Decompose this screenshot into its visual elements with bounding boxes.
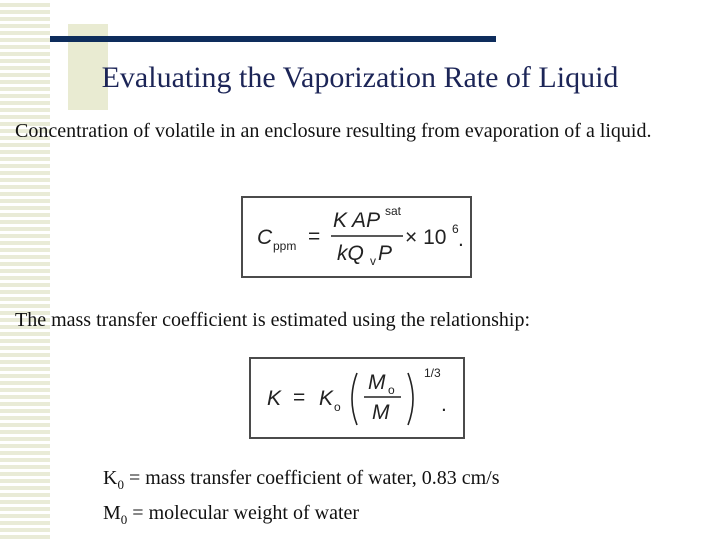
formula2-left-paren (352, 373, 357, 425)
formula2-K0-sub: o (334, 400, 341, 414)
formula1-denominator-sub: v (370, 254, 376, 268)
formula1-exponent: 6 (452, 222, 459, 236)
paragraph-mass-transfer: The mass transfer coefficient is estimated using the relationship: (15, 309, 531, 331)
formula2-exponent: 1/3 (424, 366, 441, 380)
slide-title: Evaluating the Vaporization Rate of Liquid (101, 61, 619, 94)
formula2-denominator: M (372, 401, 390, 424)
formula2-lhs: K (267, 387, 282, 410)
formula-concentration-ppm (241, 196, 472, 278)
formula1-denominator: kQ (337, 242, 364, 265)
definition-M0 (103, 499, 500, 534)
definitions-list (103, 464, 500, 534)
formula2-K0: K (319, 387, 334, 410)
title-underline-bar (50, 36, 496, 42)
definition-M0-symbol: M (103, 502, 121, 524)
formula1-equals: = (308, 225, 321, 248)
definition-K0-sub: 0 (117, 477, 124, 492)
formula1-lhs-sub: ppm (273, 239, 297, 253)
formula-mass-transfer-coefficient (249, 357, 465, 439)
definition-M0-sub: 0 (120, 512, 128, 527)
definition-K0-text: = mass transfer coefficient of water, 0.83 cm/s (123, 467, 500, 489)
formula2-numerator: M (368, 371, 386, 394)
definition-K0-symbol: K (103, 467, 118, 489)
formula2-numerator-sub: o (388, 383, 395, 397)
definition-K0 (103, 464, 500, 499)
formula2-equals: = (293, 386, 306, 409)
formula1-lhs: C (257, 226, 273, 249)
formula1-period: . (458, 228, 464, 251)
definition-M0-text: = molecular weight of water (127, 502, 360, 524)
formula1-numerator: K AP (333, 209, 381, 232)
paragraph-concentration: Concentration of volatile in an enclosure resulting from evaporation of a liquid. (15, 120, 652, 142)
formula1-denominator-end: P (378, 242, 393, 265)
formula2-right-paren (408, 373, 413, 425)
formula2-period: . (441, 393, 447, 416)
formula1-times: × 10 (405, 226, 447, 249)
formula1-numerator-sup: sat (385, 204, 402, 218)
